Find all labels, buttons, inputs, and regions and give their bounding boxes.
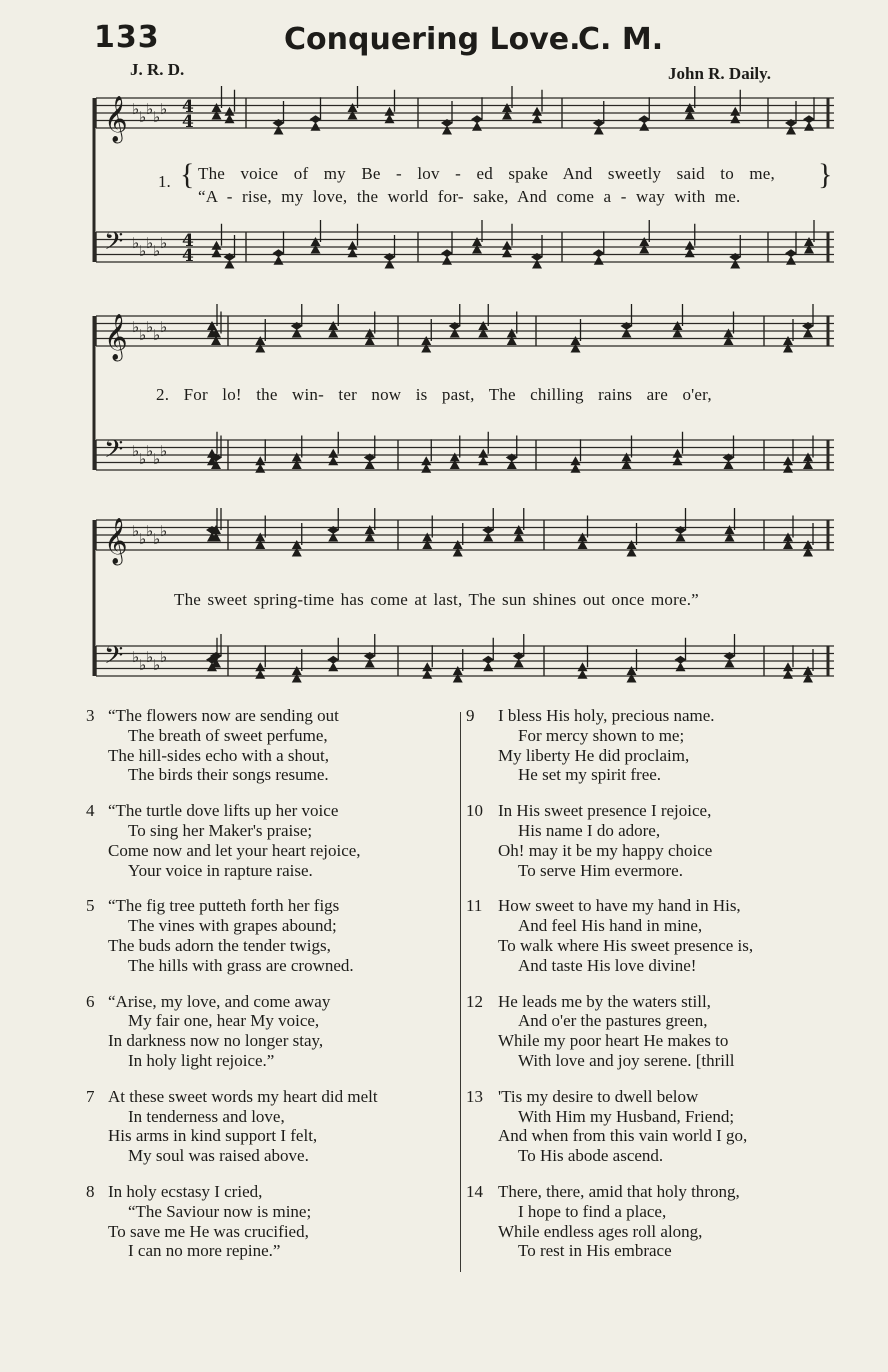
stanza-line: “The turtle dove lifts up her voice (108, 801, 339, 821)
shape-note (725, 659, 735, 668)
flat-icon: ♭ (132, 234, 140, 252)
verses-right-column (466, 706, 836, 1277)
stanza-line: Come now and let your heart rejoice, (108, 840, 361, 860)
stanza-line: And feel His hand in mine, (518, 916, 703, 936)
flat-icon: ♭ (146, 442, 154, 460)
shape-note (724, 460, 734, 469)
flat-icon: ♭ (132, 442, 140, 460)
stanza-line: I hope to find a place, (518, 1201, 667, 1221)
shape-note (450, 329, 460, 338)
flat-icon: ♭ (153, 450, 161, 468)
system3-lyric-line: The sweet spring-time has come at last, The sun shines out once more.” (174, 590, 699, 609)
flat-icon: ♭ (132, 318, 140, 336)
flat-icon: ♭ (139, 108, 147, 126)
stanza-line: The hills with grass are crowned. (128, 955, 354, 975)
flat-icon: ♭ (139, 242, 147, 260)
stanza-line: To serve Him evermore. (518, 860, 683, 880)
shape-note (483, 662, 493, 671)
shape-note (594, 256, 604, 265)
shape-note (274, 256, 284, 265)
stanza-line: The hill-sides echo with a shout, (108, 745, 329, 765)
stanza-line: For mercy shown to me; (518, 725, 685, 745)
stanza-line: My fair one, hear My voice, (128, 1011, 320, 1031)
stanza-number: 3 (86, 706, 95, 725)
stanza-line: In holy ecstasy I cried, (108, 1181, 263, 1201)
flat-icon: ♭ (153, 656, 161, 674)
composer-credit: J. R. D. (130, 60, 185, 79)
flat-icon: ♭ (139, 656, 147, 674)
bass-clef-icon: 𝄢 (104, 227, 124, 262)
stanza-line: And taste His love divine! (518, 955, 697, 975)
stanza-line: There, there, amid that holy throng, (498, 1181, 740, 1201)
treble-clef-icon: 𝄞 (104, 518, 128, 564)
stanza-line: My soul was raised above. (128, 1146, 309, 1166)
stanza-number: 8 (86, 1181, 95, 1201)
flat-icon: ♭ (160, 442, 168, 460)
stanza-line: I bless His holy, precious name. (498, 706, 715, 725)
stanza-number: 11 (466, 896, 483, 916)
verse2-lyric-line: 2. For lo! the win- ter now is past, The chilling rains are o'er, (156, 385, 712, 404)
shape-note (532, 260, 542, 269)
flat-icon: ♭ (146, 100, 154, 118)
shape-note (365, 460, 375, 469)
stanza-line: Your voice in rapture raise. (128, 860, 313, 880)
flat-icon: ♭ (153, 530, 161, 548)
stanza-line: With love and joy serene. [thrill (518, 1050, 735, 1070)
author-credit: John R. Daily. (668, 64, 771, 83)
flat-icon: ♭ (160, 234, 168, 252)
shape-note (292, 329, 302, 338)
stanza-line: At these sweet words my heart did melt (108, 1086, 378, 1106)
stanza-line: In tenderness and love, (128, 1106, 285, 1126)
stanza-line: “The fig tree putteth forth her figs (108, 896, 340, 916)
stanza-6 (86, 992, 456, 1071)
shape-note (442, 126, 452, 135)
shape-note (483, 533, 493, 542)
stanza-7 (86, 1087, 456, 1166)
stanza-line: To His abode ascend. (518, 1146, 664, 1166)
stanza-line: And when from this vain world I go, (498, 1126, 748, 1146)
column-divider (460, 712, 461, 1272)
stanza-line: “Arise, my love, and come away (108, 991, 331, 1011)
flat-icon: ♭ (146, 318, 154, 336)
flat-icon: ♭ (153, 108, 161, 126)
flat-icon: ♭ (153, 242, 161, 260)
shape-note (622, 329, 632, 338)
shape-note (730, 260, 740, 269)
stanza-line: How sweet to have my hand in His, (498, 896, 741, 916)
stanza-line: His name I do adore, (518, 820, 661, 840)
stanza-line: To rest in His embrace (518, 1241, 672, 1261)
shape-note (311, 122, 321, 131)
stanza-line: While my poor heart He makes to (498, 1031, 729, 1051)
stanza-line: 'Tis my desire to dwell below (498, 1086, 699, 1106)
stanza-line: In darkness now no longer stay, (108, 1031, 324, 1051)
hymn-meter: C. M. (578, 22, 664, 57)
stanza-line: While endless ages roll along, (498, 1221, 703, 1241)
shape-note (786, 126, 796, 135)
stanza-line: The birds their songs resume. (128, 765, 329, 785)
shape-note (328, 533, 338, 542)
stanza-line: To sing her Maker's praise; (128, 820, 313, 840)
flat-icon: ♭ (132, 522, 140, 540)
treble-clef-icon: 𝄞 (104, 96, 128, 142)
shape-note (786, 256, 796, 265)
shape-note (328, 662, 338, 671)
shape-note (507, 460, 517, 469)
stanza-number: 5 (86, 896, 95, 916)
stanza-8 (86, 1182, 456, 1261)
stanza-line: I can no more repine.” (128, 1241, 281, 1261)
shape-note (803, 329, 813, 338)
stanza-number: 14 (466, 1181, 483, 1201)
page-number: 133 (94, 20, 160, 55)
stanza-5 (86, 896, 456, 975)
stanza-line: In holy light rejoice.” (128, 1050, 275, 1070)
stanza-line: The vines with grapes abound; (128, 916, 337, 936)
stanza-number: 4 (86, 801, 95, 821)
shape-note (225, 260, 235, 269)
stanza-9 (466, 706, 836, 785)
flat-icon: ♭ (132, 100, 140, 118)
flat-icon: ♭ (139, 450, 147, 468)
shape-note (594, 126, 604, 135)
time-signature: 4 (182, 97, 194, 117)
stanza-number: 9 (466, 706, 475, 725)
stanza-number: 7 (86, 1086, 95, 1106)
stanza-line: With Him my Husband, Friend; (518, 1106, 735, 1126)
treble-clef-icon: 𝄞 (104, 314, 128, 360)
time-signature: 4 (182, 112, 194, 132)
shape-note (804, 122, 814, 131)
stanza-line: My liberty He did proclaim, (498, 745, 690, 765)
verses-left-column (86, 706, 456, 1277)
stanza-line: “The Saviour now is mine; (128, 1201, 312, 1221)
stanza-line: To walk where His sweet presence is, (498, 935, 754, 955)
stanza-3 (86, 706, 456, 785)
verse1-lyric-line1: The voice of my Be - lov - ed spake And sweetly said to me, (198, 164, 776, 183)
stanza-line: He leads me by the waters still, (498, 991, 711, 1011)
stanza-line: The breath of sweet perfume, (128, 725, 328, 745)
flat-icon: ♭ (146, 234, 154, 252)
shape-note (676, 533, 686, 542)
stanza-line: His arms in kind support I felt, (108, 1126, 318, 1146)
shape-note (385, 260, 395, 269)
bass-clef-icon: 𝄢 (104, 435, 124, 470)
bass-clef-icon: 𝄢 (104, 641, 124, 676)
stanza-line: “The flowers now are sending out (108, 706, 339, 725)
stanza-12 (466, 992, 836, 1071)
flat-icon: ♭ (146, 522, 154, 540)
shape-note (274, 126, 284, 135)
shape-note (676, 662, 686, 671)
stanza-10 (466, 801, 836, 880)
time-signature: 4 (182, 246, 194, 266)
verse-number-1: 1. (158, 172, 171, 191)
stanza-number: 12 (466, 991, 483, 1011)
stanza-line: He set my spirit free. (518, 765, 662, 785)
flat-icon: ♭ (139, 326, 147, 344)
flat-icon: ♭ (160, 522, 168, 540)
hymn-title: Conquering Love. (284, 22, 581, 57)
flat-icon: ♭ (160, 318, 168, 336)
brace-close: } (818, 158, 833, 191)
stanza-14 (466, 1182, 836, 1261)
stanza-number: 10 (466, 801, 483, 821)
flat-icon: ♭ (146, 648, 154, 666)
stanza-number: 13 (466, 1086, 483, 1106)
shape-note (365, 659, 375, 668)
stanza-line: The buds adorn the tender twigs, (108, 935, 331, 955)
stanza-line: In His sweet presence I rejoice, (498, 801, 712, 821)
flat-icon: ♭ (132, 648, 140, 666)
flat-icon: ♭ (160, 648, 168, 666)
shape-note (514, 659, 524, 668)
flat-icon: ♭ (153, 326, 161, 344)
shape-note (442, 256, 452, 265)
stanza-13 (466, 1087, 836, 1166)
stanza-number: 6 (86, 991, 95, 1011)
stanza-line: And o'er the pastures green, (518, 1011, 708, 1031)
stanza-11 (466, 896, 836, 975)
flat-icon: ♭ (160, 100, 168, 118)
shape-note (472, 122, 482, 131)
stanza-line: To save me He was crucified, (108, 1221, 309, 1241)
brace-open: { (180, 158, 195, 191)
flat-icon: ♭ (139, 530, 147, 548)
stanza-4 (86, 801, 456, 880)
shape-note (639, 122, 649, 131)
time-signature: 4 (182, 231, 194, 251)
verse1-lyric-line2: “A - rise, my love, the world for- sake, And come a - way with me. (198, 187, 741, 206)
stanza-line: Oh! may it be my happy choice (498, 840, 713, 860)
